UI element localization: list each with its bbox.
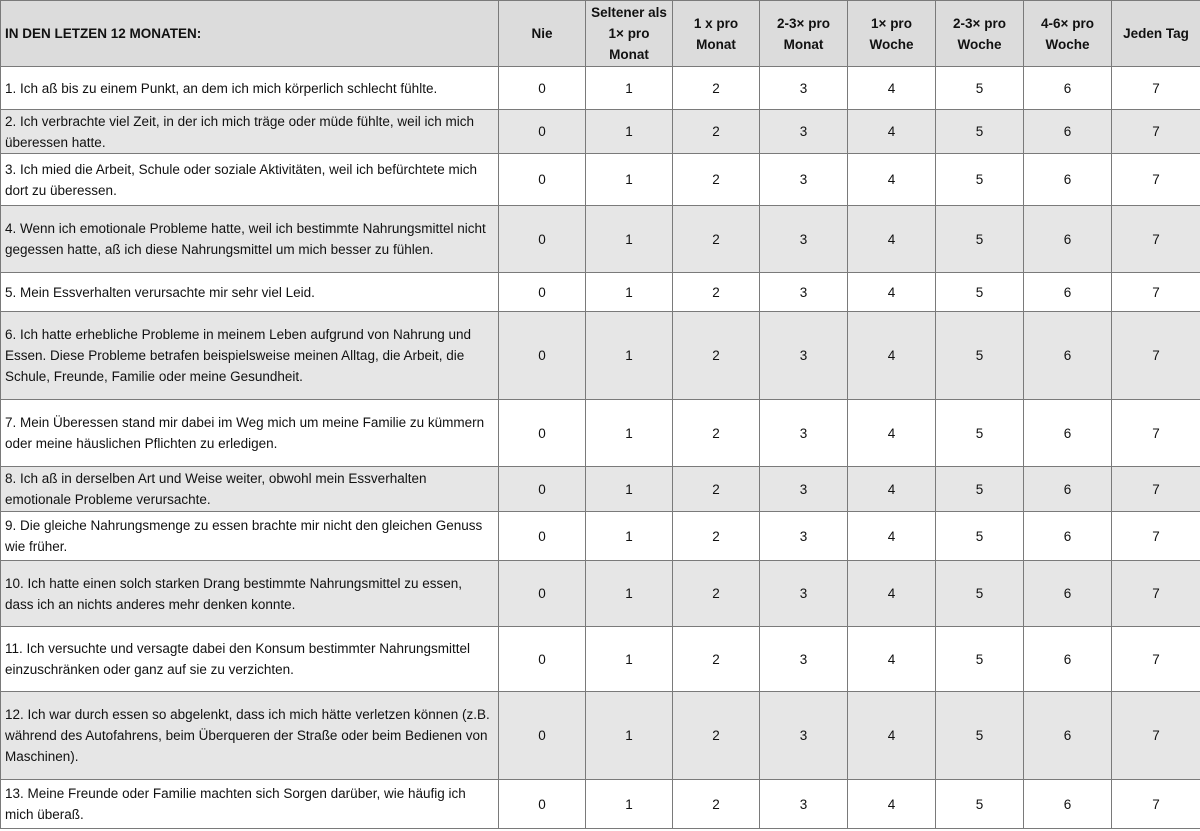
option-header-2-3-monthly: 2-3× pro Monat bbox=[760, 1, 848, 67]
survey-row bbox=[1, 154, 1200, 206]
scale-value-option-1[interactable]: 1 bbox=[586, 561, 673, 627]
header-row bbox=[1, 1, 1200, 67]
scale-value-option-2[interactable]: 2 bbox=[673, 512, 760, 561]
scale-value-option-4[interactable]: 4 bbox=[848, 110, 936, 154]
scale-value-option-5[interactable]: 5 bbox=[936, 780, 1024, 829]
scale-value-option-3[interactable]: 3 bbox=[760, 273, 848, 312]
question-text: 4. Wenn ich emotionale Probleme hatte, weil ich bestimmte Nahrungsmittel nicht gegessen hatte, aß ich diese Nahrungsmittel um mich besser zu fühlen. bbox=[1, 206, 499, 273]
scale-value-option-7[interactable]: 7 bbox=[1112, 400, 1200, 467]
question-text: 11. Ich versuchte und versagte dabei den Konsum bestimmter Nahrungsmittel einzuschränken oder ganz auf sie zu verzichten. bbox=[1, 627, 499, 692]
scale-value-option-7[interactable]: 7 bbox=[1112, 561, 1200, 627]
scale-value-option-2[interactable]: 2 bbox=[673, 273, 760, 312]
scale-value-option-6[interactable]: 6 bbox=[1024, 627, 1112, 692]
scale-value-option-0[interactable]: 0 bbox=[499, 273, 586, 312]
question-text: 7. Mein Überessen stand mir dabei im Weg mich um meine Familie zu kümmern oder meine häuslichen Pflichten zu erledigen. bbox=[1, 400, 499, 467]
question-text: 1. Ich aß bis zu einem Punkt, an dem ich mich körperlich schlecht fühlte. bbox=[1, 67, 499, 110]
scale-value-option-7[interactable]: 7 bbox=[1112, 692, 1200, 780]
option-header-monthly: 1 x pro Monat bbox=[673, 1, 760, 67]
scale-value-option-2[interactable]: 2 bbox=[673, 67, 760, 110]
question-text: 3. Ich mied die Arbeit, Schule oder soziale Aktivitäten, weil ich befürchtete mich dort zu überessen. bbox=[1, 154, 499, 206]
scale-value-option-0[interactable]: 0 bbox=[499, 467, 586, 512]
question-text: 12. Ich war durch essen so abgelenkt, dass ich mich hätte verletzen können (z.B. während des Autofahrens, beim Überqueren der Straße oder beim Bedienen von Maschinen). bbox=[1, 692, 499, 780]
option-header-less-than-monthly: Seltener als 1× pro Monat bbox=[586, 1, 673, 67]
scale-value-option-6[interactable]: 6 bbox=[1024, 110, 1112, 154]
option-header-4-6-weekly: 4-6× pro Woche bbox=[1024, 1, 1112, 67]
scale-value-option-5[interactable]: 5 bbox=[936, 400, 1024, 467]
scale-value-option-6[interactable]: 6 bbox=[1024, 154, 1112, 206]
scale-value-option-6[interactable]: 6 bbox=[1024, 512, 1112, 561]
scale-value-option-7[interactable]: 7 bbox=[1112, 273, 1200, 312]
scale-value-option-1[interactable]: 1 bbox=[586, 627, 673, 692]
scale-value-option-0[interactable]: 0 bbox=[499, 627, 586, 692]
scale-value-option-4[interactable]: 4 bbox=[848, 154, 936, 206]
scale-value-option-4[interactable]: 4 bbox=[848, 400, 936, 467]
option-header-2-3-weekly: 2-3× pro Woche bbox=[936, 1, 1024, 67]
scale-value-option-2[interactable]: 2 bbox=[673, 206, 760, 273]
scale-value-option-2[interactable]: 2 bbox=[673, 780, 760, 829]
scale-value-option-7[interactable]: 7 bbox=[1112, 110, 1200, 154]
scale-value-option-2[interactable]: 2 bbox=[673, 110, 760, 154]
scale-value-option-2[interactable]: 2 bbox=[673, 627, 760, 692]
question-text: 5. Mein Essverhalten verursachte mir sehr viel Leid. bbox=[1, 273, 499, 312]
scale-value-option-3[interactable]: 3 bbox=[760, 692, 848, 780]
survey-row bbox=[1, 400, 1200, 467]
question-text: 10. Ich hatte einen solch starken Drang bestimmte Nahrungsmittel zu essen, dass ich an nichts anderes mehr denken konnte. bbox=[1, 561, 499, 627]
question-text: 6. Ich hatte erhebliche Probleme in meinem Leben aufgrund von Nahrung und Essen. Diese Probleme betrafen beispielsweise meinen Alltag, die Arbeit, die Schule, Freunde, Familie oder meine Gesundheit. bbox=[1, 312, 499, 400]
scale-value-option-7[interactable]: 7 bbox=[1112, 780, 1200, 829]
scale-value-option-3[interactable]: 3 bbox=[760, 512, 848, 561]
option-header-nie: Nie bbox=[499, 1, 586, 67]
survey-row bbox=[1, 561, 1200, 627]
scale-value-option-3[interactable]: 3 bbox=[760, 627, 848, 692]
scale-value-option-4[interactable]: 4 bbox=[848, 780, 936, 829]
scale-value-option-6[interactable]: 6 bbox=[1024, 467, 1112, 512]
question-text: 9. Die gleiche Nahrungsmenge zu essen brachte mir nicht den gleichen Genuss wie früher. bbox=[1, 512, 499, 561]
scale-value-option-6[interactable]: 6 bbox=[1024, 692, 1112, 780]
scale-value-option-7[interactable]: 7 bbox=[1112, 467, 1200, 512]
scale-value-option-3[interactable]: 3 bbox=[760, 154, 848, 206]
scale-value-option-6[interactable]: 6 bbox=[1024, 780, 1112, 829]
scale-value-option-1[interactable]: 1 bbox=[586, 154, 673, 206]
scale-value-option-5[interactable]: 5 bbox=[936, 627, 1024, 692]
scale-value-option-3[interactable]: 3 bbox=[760, 312, 848, 400]
scale-value-option-5[interactable]: 5 bbox=[936, 154, 1024, 206]
scale-value-option-0[interactable]: 0 bbox=[499, 110, 586, 154]
survey-row bbox=[1, 627, 1200, 692]
scale-value-option-6[interactable]: 6 bbox=[1024, 312, 1112, 400]
survey-row bbox=[1, 467, 1200, 512]
scale-value-option-6[interactable]: 6 bbox=[1024, 206, 1112, 273]
option-header-weekly: 1× pro Woche bbox=[848, 1, 936, 67]
question-text: 8. Ich aß in derselben Art und Weise weiter, obwohl mein Essverhalten emotionale Probleme verursachte. bbox=[1, 467, 499, 512]
scale-value-option-1[interactable]: 1 bbox=[586, 400, 673, 467]
scale-value-option-2[interactable]: 2 bbox=[673, 561, 760, 627]
scale-value-option-7[interactable]: 7 bbox=[1112, 627, 1200, 692]
question-column-header: IN DEN LETZEN 12 MONATEN: bbox=[1, 1, 499, 67]
scale-value-option-4[interactable]: 4 bbox=[848, 467, 936, 512]
scale-value-option-5[interactable]: 5 bbox=[936, 110, 1024, 154]
scale-value-option-7[interactable]: 7 bbox=[1112, 67, 1200, 110]
scale-value-option-4[interactable]: 4 bbox=[848, 273, 936, 312]
scale-value-option-4[interactable]: 4 bbox=[848, 512, 936, 561]
scale-value-option-7[interactable]: 7 bbox=[1112, 512, 1200, 561]
scale-value-option-2[interactable]: 2 bbox=[673, 154, 760, 206]
scale-value-option-3[interactable]: 3 bbox=[760, 400, 848, 467]
survey-row bbox=[1, 273, 1200, 312]
scale-value-option-4[interactable]: 4 bbox=[848, 312, 936, 400]
scale-value-option-0[interactable]: 0 bbox=[499, 67, 586, 110]
question-text: 2. Ich verbrachte viel Zeit, in der ich mich träge oder müde fühlte, weil ich mich überessen hatte. bbox=[1, 110, 499, 154]
scale-value-option-4[interactable]: 4 bbox=[848, 627, 936, 692]
scale-value-option-0[interactable]: 0 bbox=[499, 692, 586, 780]
scale-value-option-5[interactable]: 5 bbox=[936, 512, 1024, 561]
scale-value-option-5[interactable]: 5 bbox=[936, 312, 1024, 400]
scale-value-option-1[interactable]: 1 bbox=[586, 780, 673, 829]
scale-value-option-0[interactable]: 0 bbox=[499, 400, 586, 467]
scale-value-option-0[interactable]: 0 bbox=[499, 780, 586, 829]
scale-value-option-3[interactable]: 3 bbox=[760, 110, 848, 154]
survey-row bbox=[1, 780, 1200, 829]
scale-value-option-5[interactable]: 5 bbox=[936, 467, 1024, 512]
scale-value-option-0[interactable]: 0 bbox=[499, 561, 586, 627]
scale-value-option-5[interactable]: 5 bbox=[936, 692, 1024, 780]
scale-value-option-0[interactable]: 0 bbox=[499, 512, 586, 561]
scale-value-option-0[interactable]: 0 bbox=[499, 154, 586, 206]
scale-value-option-2[interactable]: 2 bbox=[673, 312, 760, 400]
scale-value-option-3[interactable]: 3 bbox=[760, 467, 848, 512]
survey-row bbox=[1, 67, 1200, 110]
scale-value-option-1[interactable]: 1 bbox=[586, 206, 673, 273]
scale-value-option-2[interactable]: 2 bbox=[673, 400, 760, 467]
scale-value-option-1[interactable]: 1 bbox=[586, 467, 673, 512]
scale-value-option-3[interactable]: 3 bbox=[760, 206, 848, 273]
scale-value-option-5[interactable]: 5 bbox=[936, 561, 1024, 627]
scale-value-option-6[interactable]: 6 bbox=[1024, 561, 1112, 627]
option-header-daily: Jeden Tag bbox=[1112, 1, 1200, 67]
survey-row bbox=[1, 110, 1200, 154]
scale-value-option-6[interactable]: 6 bbox=[1024, 400, 1112, 467]
scale-value-option-7[interactable]: 7 bbox=[1112, 206, 1200, 273]
scale-value-option-4[interactable]: 4 bbox=[848, 206, 936, 273]
scale-value-option-3[interactable]: 3 bbox=[760, 780, 848, 829]
scale-value-option-0[interactable]: 0 bbox=[499, 206, 586, 273]
scale-value-option-4[interactable]: 4 bbox=[848, 561, 936, 627]
scale-value-option-1[interactable]: 1 bbox=[586, 312, 673, 400]
scale-value-option-1[interactable]: 1 bbox=[586, 110, 673, 154]
survey-row bbox=[1, 312, 1200, 400]
scale-value-option-3[interactable]: 3 bbox=[760, 67, 848, 110]
scale-value-option-2[interactable]: 2 bbox=[673, 467, 760, 512]
survey-row bbox=[1, 512, 1200, 561]
scale-value-option-4[interactable]: 4 bbox=[848, 67, 936, 110]
survey-row bbox=[1, 692, 1200, 780]
scale-value-option-6[interactable]: 6 bbox=[1024, 273, 1112, 312]
question-text: 13. Meine Freunde oder Familie machten sich Sorgen darüber, wie häufig ich mich überaß. bbox=[1, 780, 499, 829]
survey-row bbox=[1, 206, 1200, 273]
scale-value-option-5[interactable]: 5 bbox=[936, 273, 1024, 312]
scale-value-option-1[interactable]: 1 bbox=[586, 512, 673, 561]
scale-value-option-3[interactable]: 3 bbox=[760, 561, 848, 627]
scale-value-option-0[interactable]: 0 bbox=[499, 312, 586, 400]
scale-value-option-7[interactable]: 7 bbox=[1112, 154, 1200, 206]
scale-value-option-1[interactable]: 1 bbox=[586, 692, 673, 780]
scale-value-option-1[interactable]: 1 bbox=[586, 273, 673, 312]
scale-value-option-5[interactable]: 5 bbox=[936, 206, 1024, 273]
scale-value-option-1[interactable]: 1 bbox=[586, 67, 673, 110]
scale-value-option-4[interactable]: 4 bbox=[848, 692, 936, 780]
scale-value-option-6[interactable]: 6 bbox=[1024, 67, 1112, 110]
scale-value-option-5[interactable]: 5 bbox=[936, 67, 1024, 110]
scale-value-option-7[interactable]: 7 bbox=[1112, 312, 1200, 400]
survey-body bbox=[1, 67, 1200, 829]
scale-value-option-2[interactable]: 2 bbox=[673, 692, 760, 780]
